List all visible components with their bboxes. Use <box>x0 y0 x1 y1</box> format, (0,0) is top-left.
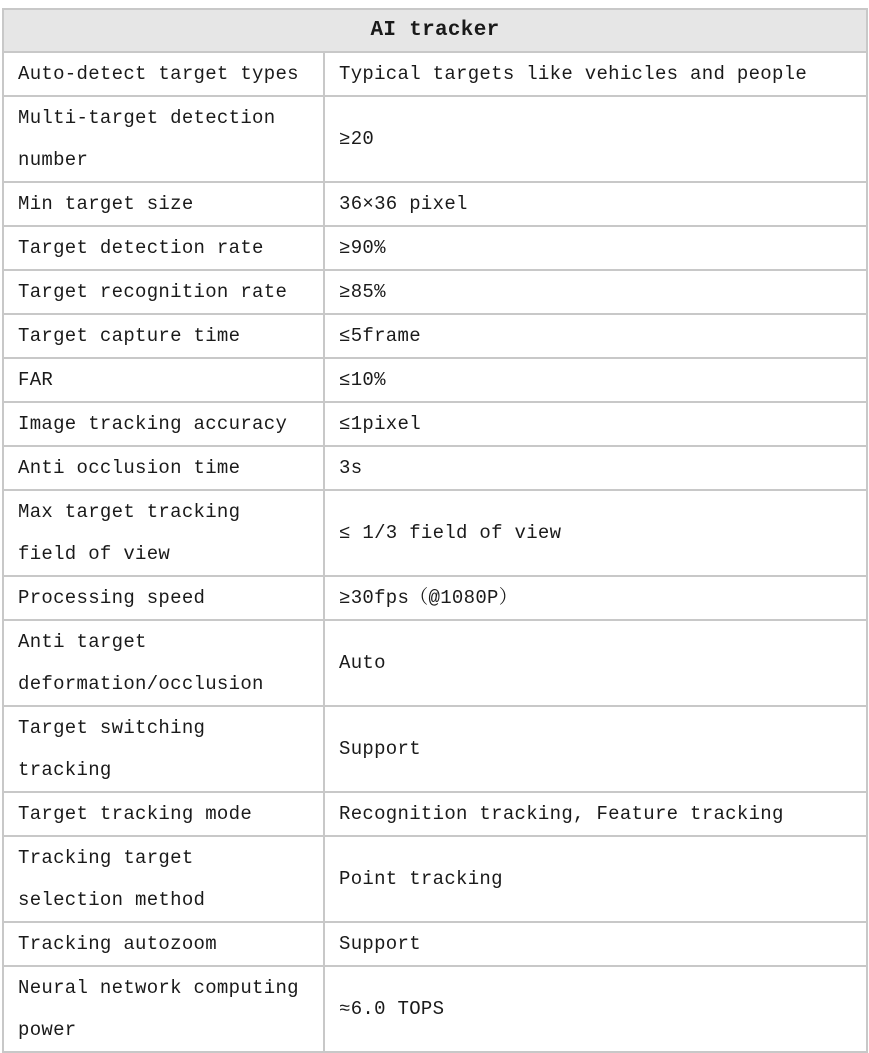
param-value: Support <box>324 706 867 792</box>
table-row <box>3 490 867 576</box>
param-value: ≤5frame <box>324 314 867 358</box>
table-title: AI tracker <box>3 9 867 52</box>
param-name: Auto-detect target types <box>3 52 324 96</box>
table-row <box>3 706 867 792</box>
table-row <box>3 358 867 402</box>
param-name: Multi-target detection number <box>3 96 324 182</box>
param-value: 36×36 pixel <box>324 182 867 226</box>
param-value: ≥20 <box>324 96 867 182</box>
table-header-row <box>3 9 867 52</box>
spec-table <box>2 8 868 1053</box>
param-name: Target capture time <box>3 314 324 358</box>
param-name: Min target size <box>3 182 324 226</box>
table-row <box>3 966 867 1052</box>
param-name: FAR <box>3 358 324 402</box>
param-value: Typical targets like vehicles and people <box>324 52 867 96</box>
table-row <box>3 314 867 358</box>
table-row <box>3 446 867 490</box>
param-value: Point tracking <box>324 836 867 922</box>
param-value: 3s <box>324 446 867 490</box>
table-row <box>3 576 867 620</box>
table-row <box>3 792 867 836</box>
table-row <box>3 620 867 706</box>
param-value: Recognition tracking, Feature tracking <box>324 792 867 836</box>
table-row <box>3 922 867 966</box>
table-row <box>3 402 867 446</box>
table-row <box>3 270 867 314</box>
param-name: Image tracking accuracy <box>3 402 324 446</box>
table-row <box>3 182 867 226</box>
param-name: Target switching tracking <box>3 706 324 792</box>
param-name: Max target tracking field of view <box>3 490 324 576</box>
param-name: Anti occlusion time <box>3 446 324 490</box>
param-value: ≤ 1/3 field of view <box>324 490 867 576</box>
table-row <box>3 96 867 182</box>
table-row <box>3 836 867 922</box>
table-row <box>3 226 867 270</box>
param-name: Tracking autozoom <box>3 922 324 966</box>
param-name: Anti target deformation/occlusion <box>3 620 324 706</box>
param-value: Auto <box>324 620 867 706</box>
param-value: ≤10% <box>324 358 867 402</box>
param-name: Tracking target selection method <box>3 836 324 922</box>
param-value: ≥30fps（@1080P） <box>324 576 867 620</box>
param-name: Target recognition rate <box>3 270 324 314</box>
param-name: Target tracking mode <box>3 792 324 836</box>
param-value: ≥90% <box>324 226 867 270</box>
param-name: Neural network computing power <box>3 966 324 1052</box>
param-value: ≤1pixel <box>324 402 867 446</box>
param-name: Processing speed <box>3 576 324 620</box>
table-row <box>3 52 867 96</box>
param-name: Target detection rate <box>3 226 324 270</box>
param-value: ≈6.0 TOPS <box>324 966 867 1052</box>
param-value: Support <box>324 922 867 966</box>
param-value: ≥85% <box>324 270 867 314</box>
